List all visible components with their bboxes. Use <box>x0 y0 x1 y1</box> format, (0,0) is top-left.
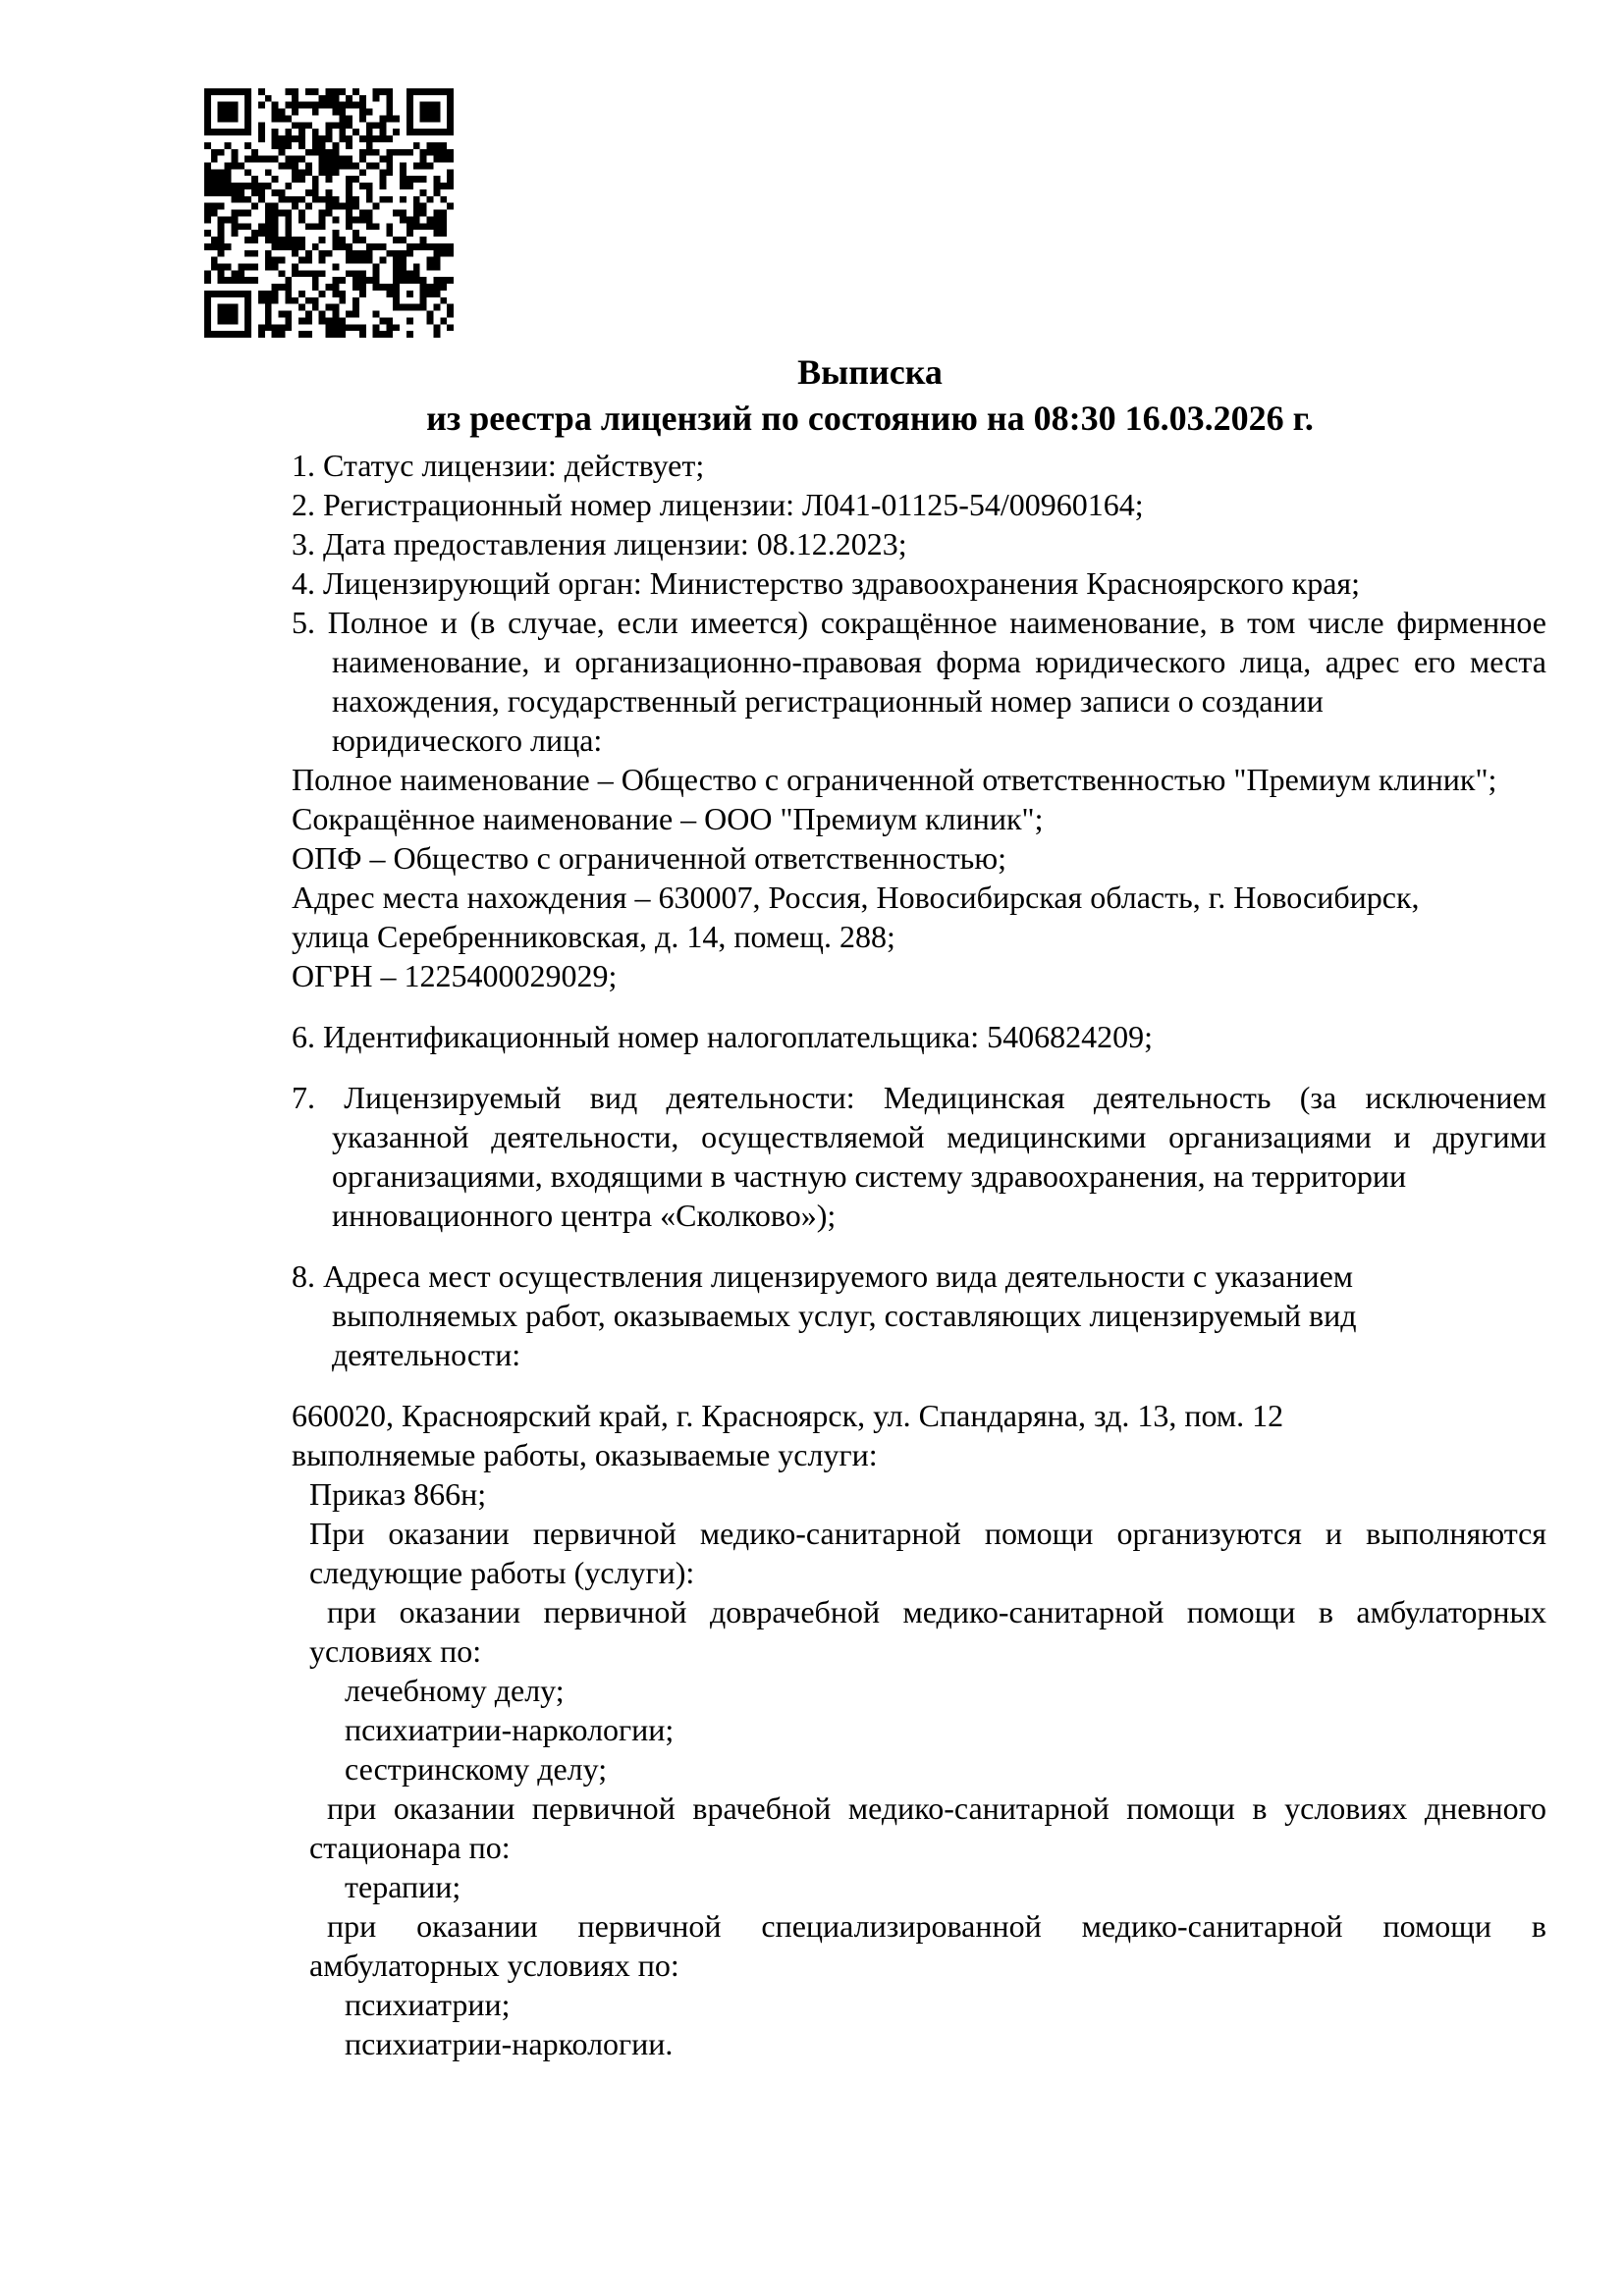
document-line: условиях по: <box>309 1633 482 1669</box>
document-line: психиатрии-наркологии; <box>345 1712 675 1747</box>
document-line: 3. Дата предоставления лицензии: 08.12.2023; <box>292 526 907 561</box>
document-line: Адрес места нахождения – 630007, Россия, Новосибирская область, г. Новосибирск, <box>292 880 1420 915</box>
document-line: инновационного центра «Сколково»); <box>332 1198 837 1233</box>
document-line: амбулаторных условиях по: <box>309 1948 679 1983</box>
document-line: Сокращённое наименование – ООО "Премиум клиник"; <box>292 801 1044 836</box>
qr-code-image <box>204 88 454 338</box>
document-line: следующие работы (услуги): <box>309 1555 695 1590</box>
qr-code <box>204 88 454 338</box>
document-line: ОПФ – Общество с ограниченной ответственностью; <box>292 840 1007 876</box>
document-line: улица Серебренниковская, д. 14, помещ. 288; <box>292 919 895 954</box>
document-line: Приказ 866н; <box>309 1476 487 1512</box>
document-line: наименование, и организационно-правовая форма юридического лица, адрес его места <box>332 644 1546 679</box>
document-content <box>292 349 1546 2063</box>
document-line: сестринскому делу; <box>345 1751 608 1787</box>
document-title: Выписка <box>797 352 943 392</box>
document-line: ОГРН – 1225400029029; <box>292 958 618 993</box>
document-line: деятельности: <box>332 1337 521 1372</box>
document-line: при оказании первичной врачебной медико-санитарной помощи в условиях дневного <box>327 1790 1546 1826</box>
document-line: при оказании первичной специализированной медико-санитарной помощи в <box>327 1908 1546 1944</box>
document-subtitle: из реестра лицензий по состоянию на 08:30 16.03.2026 г. <box>426 399 1314 438</box>
document-line: 1. Статус лицензии: действует; <box>292 448 705 483</box>
document-line: при оказании первичной доврачебной медико-санитарной помощи в амбулаторных <box>327 1594 1546 1629</box>
document-line: нахождения, государственный регистрационный номер записи о создании <box>332 683 1324 719</box>
document-line: указанной деятельности, осуществляемой медицинскими организациями и другими <box>332 1119 1546 1154</box>
document-line: юридического лица: <box>332 722 603 758</box>
document-line: лечебному делу; <box>345 1673 565 1708</box>
document-line: 5. Полное и (в случае, если имеется) сокращённое наименование, в том числе фирменное <box>292 605 1546 640</box>
document-line: 8. Адреса мест осуществления лицензируемого вида деятельности с указанием <box>292 1258 1354 1294</box>
document-line: 6. Идентификационный номер налогоплательщика: 5406824209; <box>292 1019 1153 1054</box>
document-line: терапии; <box>345 1869 461 1904</box>
document-line: Полное наименование – Общество с ограниченной ответственностью "Премиум клиник"; <box>292 762 1497 797</box>
document-line: стационара по: <box>309 1830 511 1865</box>
document-line: выполняемые работы, оказываемые услуги: <box>292 1437 878 1472</box>
document-line: выполняемых работ, оказываемых услуг, составляющих лицензируемый вид <box>332 1298 1357 1333</box>
document-line: 660020, Красноярский край, г. Красноярск, ул. Спандаряна, зд. 13, пом. 12 <box>292 1398 1284 1433</box>
document-line: 4. Лицензирующий орган: Министерство здравоохранения Красноярского края; <box>292 565 1360 601</box>
document-line: 7. Лицензируемый вид деятельности: Медицинская деятельность (за исключением <box>292 1080 1546 1115</box>
document-line: 2. Регистрационный номер лицензии: Л041-01125-54/00960164; <box>292 487 1144 522</box>
document-line: организациями, входящими в частную систему здравоохранения, на территории <box>332 1158 1407 1194</box>
document-line: психиатрии; <box>345 1987 511 2022</box>
document-line: психиатрии-наркологии. <box>345 2026 674 2061</box>
document-body <box>292 446 1546 2063</box>
document-line: При оказании первичной медико-санитарной помощи организуются и выполняются <box>309 1516 1546 1551</box>
